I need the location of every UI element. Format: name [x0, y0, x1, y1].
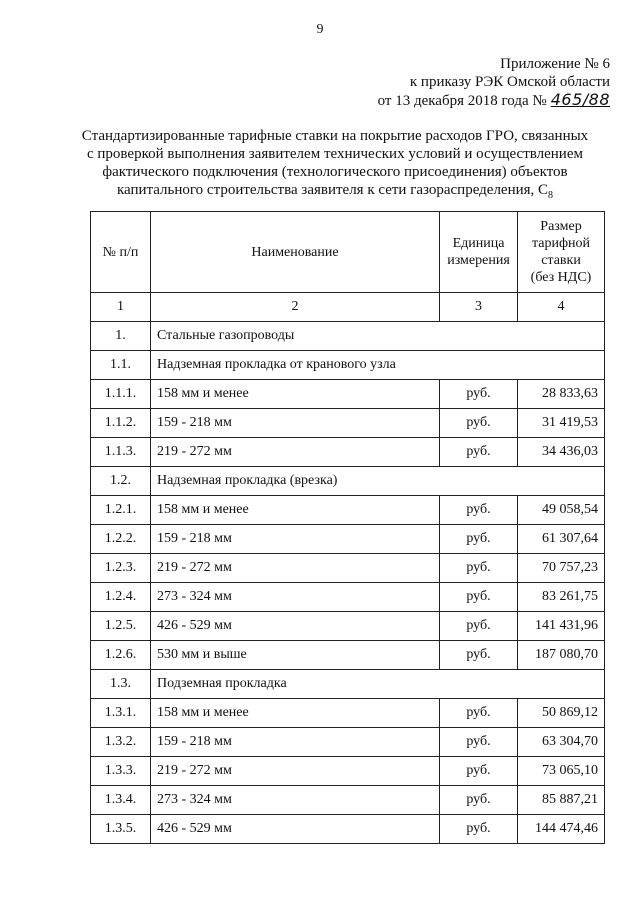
row-rate: 28 833,63	[518, 380, 605, 409]
header-unit-line: измерения	[447, 253, 510, 268]
row-name: 159 - 218 мм	[151, 525, 440, 554]
appendix-line-2: к приказу РЭК Омской области	[409, 74, 610, 90]
row-unit: руб.	[440, 612, 518, 641]
row-number: 1.2.5.	[91, 612, 151, 641]
section-name: Подземная прокладка	[151, 670, 605, 699]
row-number: 1.2.1.	[91, 496, 151, 525]
table-row	[91, 438, 605, 467]
row-rate: 83 261,75	[518, 583, 605, 612]
title-line-4	[70, 181, 600, 205]
header-num: № п/п	[91, 212, 151, 293]
column-index-row	[91, 293, 605, 322]
row-number: 1.2.2.	[91, 525, 151, 554]
table-row	[91, 699, 605, 728]
header-unit	[440, 212, 518, 293]
header-unit-line: Единица	[452, 236, 505, 251]
order-date-text: от 13 декабря 2018 года №	[377, 93, 547, 109]
row-unit: руб.	[440, 554, 518, 583]
table-row	[91, 815, 605, 844]
row-name: 273 - 324 мм	[151, 786, 440, 815]
row-number: 1.1.3.	[91, 438, 151, 467]
row-name: 426 - 529 мм	[151, 815, 440, 844]
table-row	[91, 496, 605, 525]
row-number: 1.	[91, 322, 151, 351]
row-rate: 49 058,54	[518, 496, 605, 525]
row-unit: руб.	[440, 786, 518, 815]
table-row	[91, 641, 605, 670]
row-name: 159 - 218 мм	[151, 728, 440, 757]
table-header-row	[91, 212, 605, 293]
column-index: 4	[518, 293, 605, 322]
row-unit: руб.	[440, 583, 518, 612]
row-name: 426 - 529 мм	[151, 612, 440, 641]
header-rate	[518, 212, 605, 293]
section-name: Стальные газопроводы	[151, 322, 605, 351]
row-number: 1.2.6.	[91, 641, 151, 670]
row-unit: руб.	[440, 728, 518, 757]
row-unit: руб.	[440, 525, 518, 554]
title-subscript: 8	[548, 190, 554, 201]
row-rate: 73 065,10	[518, 757, 605, 786]
table-row	[91, 757, 605, 786]
title-line-3: фактического подключения (технологического присоединения) объектов	[102, 164, 568, 180]
row-number: 1.1.2.	[91, 409, 151, 438]
row-number: 1.2.3.	[91, 554, 151, 583]
table-row	[91, 786, 605, 815]
row-unit: руб.	[440, 409, 518, 438]
row-rate: 31 419,53	[518, 409, 605, 438]
row-unit: руб.	[440, 641, 518, 670]
appendix-line-1: Приложение № 6	[500, 56, 610, 72]
section-row	[91, 467, 605, 496]
handwritten-order-number: 465/88	[550, 90, 610, 109]
row-name: 158 мм и менее	[151, 496, 440, 525]
table-row	[91, 525, 605, 554]
table-row	[91, 612, 605, 641]
tariff-table	[90, 211, 605, 844]
row-unit: руб.	[440, 699, 518, 728]
section-name: Надземная прокладка (врезка)	[151, 467, 605, 496]
row-number: 1.1.	[91, 351, 151, 380]
row-name: 158 мм и менее	[151, 699, 440, 728]
row-unit: руб.	[440, 496, 518, 525]
appendix-line-3	[378, 91, 610, 110]
table-row	[91, 583, 605, 612]
title-line-4-text: капитального строительства заявителя к сети газораспределения, С	[116, 182, 549, 198]
section-row	[91, 670, 605, 699]
column-index: 3	[440, 293, 518, 322]
row-unit: руб.	[440, 380, 518, 409]
title-line-1: Стандартизированные тарифные ставки на покрытие расходов ГРО, связанных	[81, 128, 589, 144]
section-row	[91, 322, 605, 351]
row-number: 1.3.5.	[91, 815, 151, 844]
row-rate: 61 307,64	[518, 525, 605, 554]
column-index: 2	[151, 293, 440, 322]
section-row	[91, 351, 605, 380]
row-rate: 70 757,23	[518, 554, 605, 583]
row-unit: руб.	[440, 815, 518, 844]
row-name: 219 - 272 мм	[151, 554, 440, 583]
page-number: 9	[316, 22, 324, 37]
table-row	[91, 728, 605, 757]
header-rate-line: ставки	[541, 253, 581, 268]
row-rate: 63 304,70	[518, 728, 605, 757]
row-rate: 85 887,21	[518, 786, 605, 815]
header-rate-line: тарифной	[531, 236, 591, 251]
header-rate-line: Размер	[540, 219, 582, 234]
row-name: 530 мм и выше	[151, 641, 440, 670]
row-name: 159 - 218 мм	[151, 409, 440, 438]
appendix-block	[378, 55, 610, 110]
row-name: 219 - 272 мм	[151, 438, 440, 467]
row-number: 1.1.1.	[91, 380, 151, 409]
row-number: 1.2.4.	[91, 583, 151, 612]
document-title	[70, 127, 600, 205]
row-name: 158 мм и менее	[151, 380, 440, 409]
row-number: 1.3.4.	[91, 786, 151, 815]
table-row	[91, 409, 605, 438]
row-unit: руб.	[440, 757, 518, 786]
row-name: 219 - 272 мм	[151, 757, 440, 786]
row-number: 1.3.3.	[91, 757, 151, 786]
row-number: 1.3.	[91, 670, 151, 699]
header-name: Наименование	[151, 212, 440, 293]
table-row	[91, 380, 605, 409]
row-number: 1.2.	[91, 467, 151, 496]
header-rate-line: (без НДС)	[530, 270, 592, 285]
row-rate: 144 474,46	[518, 815, 605, 844]
row-unit: руб.	[440, 438, 518, 467]
title-line-2: с проверкой выполнения заявителем технических условий и осуществлением	[87, 146, 583, 162]
column-index: 1	[91, 293, 151, 322]
row-number: 1.3.1.	[91, 699, 151, 728]
section-name: Надземная прокладка от кранового узла	[151, 351, 605, 380]
row-number: 1.3.2.	[91, 728, 151, 757]
row-name: 273 - 324 мм	[151, 583, 440, 612]
row-rate: 34 436,03	[518, 438, 605, 467]
table-row	[91, 554, 605, 583]
row-rate: 50 869,12	[518, 699, 605, 728]
row-rate: 141 431,96	[518, 612, 605, 641]
row-rate: 187 080,70	[518, 641, 605, 670]
